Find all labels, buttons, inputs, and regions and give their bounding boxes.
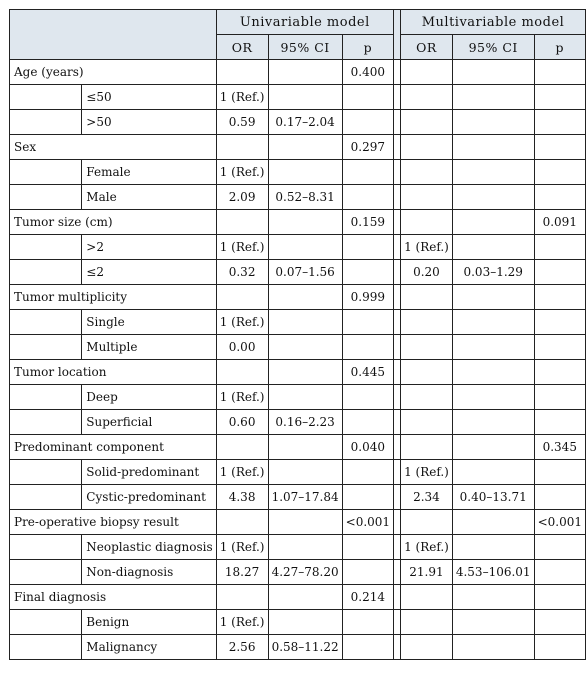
category-row <box>10 285 586 310</box>
multivariable-ci-value <box>452 85 534 110</box>
univariable-ci-value <box>268 610 342 635</box>
indent-cell <box>10 560 82 585</box>
multivariable-p-cell <box>534 410 585 435</box>
multivariable-p-cell <box>534 160 585 185</box>
univariable-ci-value <box>268 235 342 260</box>
multivariable-p-value: <0.001 <box>534 510 585 535</box>
category-label: Tumor location <box>10 360 217 385</box>
univariable-ci-value <box>268 310 342 335</box>
multivariable-ci-value <box>452 385 534 410</box>
univariable-ci-value: 0.52–8.31 <box>268 185 342 210</box>
univariable-p-cell <box>342 85 393 110</box>
gap-cell <box>394 510 401 535</box>
multivariable-ci-value <box>452 335 534 360</box>
univariable-or-value: 1 (Ref.) <box>216 610 268 635</box>
univariable-p-cell <box>342 610 393 635</box>
univariable-or-cell <box>216 435 268 460</box>
univariable-ci-value <box>268 160 342 185</box>
indent-cell <box>10 310 82 335</box>
univariable-p-value: <0.001 <box>342 510 393 535</box>
header-row-models <box>10 10 586 35</box>
multivariable-or-value: 0.20 <box>401 260 453 285</box>
multivariable-or-cell <box>401 285 453 310</box>
multivariable-ci-value <box>452 410 534 435</box>
gap-cell <box>394 485 401 510</box>
multivariable-ci-value <box>452 185 534 210</box>
univariable-ci-cell <box>268 585 342 610</box>
univariable-ci-value <box>268 335 342 360</box>
gap-cell <box>394 410 401 435</box>
table-row <box>10 260 586 285</box>
univariable-or-cell <box>216 210 268 235</box>
regression-table <box>9 9 586 660</box>
multivariable-or-value: 2.34 <box>401 485 453 510</box>
table-row <box>10 160 586 185</box>
category-row <box>10 510 586 535</box>
subgroup-label: Male <box>82 185 216 210</box>
indent-cell <box>10 335 82 360</box>
multivariable-or-cell <box>401 585 453 610</box>
multivariable-ci-value: 0.40–13.71 <box>452 485 534 510</box>
multivariable-or-cell <box>401 135 453 160</box>
gap-cell <box>394 235 401 260</box>
univariable-or-value: 1 (Ref.) <box>216 85 268 110</box>
category-label: Tumor multiplicity <box>10 285 217 310</box>
multivariable-p-value <box>534 285 585 310</box>
univariable-or-value: 0.60 <box>216 410 268 435</box>
univariable-p-value: 0.400 <box>342 60 393 85</box>
multivariable-or-value <box>401 85 453 110</box>
univariable-ci-value: 4.27–78.20 <box>268 560 342 585</box>
univariable-p-cell <box>342 110 393 135</box>
category-label: Sex <box>10 135 217 160</box>
univariable-p-value: 0.999 <box>342 285 393 310</box>
gap-cell <box>394 460 401 485</box>
subgroup-label: Non-diagnosis <box>82 560 216 585</box>
category-label: Predominant component <box>10 435 217 460</box>
category-label: Age (years) <box>10 60 217 85</box>
multivariable-or-value: 1 (Ref.) <box>401 235 453 260</box>
table-row <box>10 410 586 435</box>
multivariable-ci-cell <box>452 585 534 610</box>
gap-cell <box>394 360 401 385</box>
univariable-or-cell <box>216 60 268 85</box>
univariable-ci-cell <box>268 135 342 160</box>
indent-cell <box>10 610 82 635</box>
multivariable-ci-value <box>452 310 534 335</box>
univariable-p-cell <box>342 260 393 285</box>
univariable-or-value: 0.32 <box>216 260 268 285</box>
gap-cell <box>394 110 401 135</box>
gap-cell <box>394 385 401 410</box>
gap-cell <box>394 60 401 85</box>
multivariable-p-value <box>534 585 585 610</box>
univariable-p-value: 0.214 <box>342 585 393 610</box>
subgroup-label: Solid-predominant <box>82 460 216 485</box>
univariable-or-value: 0.59 <box>216 110 268 135</box>
gap-cell <box>394 635 401 660</box>
univariable-ci-value: 0.17–2.04 <box>268 110 342 135</box>
multivariable-ci-value <box>452 110 534 135</box>
subgroup-label: Multiple <box>82 335 216 360</box>
gap-cell <box>394 310 401 335</box>
univariable-ci-cell <box>268 60 342 85</box>
univariable-ci-cell <box>268 360 342 385</box>
univariable-p-header: p <box>342 35 393 60</box>
univariable-or-cell <box>216 135 268 160</box>
subgroup-label: Benign <box>82 610 216 635</box>
subgroup-label: ≤2 <box>82 260 216 285</box>
univariable-or-value: 1 (Ref.) <box>216 310 268 335</box>
table-body <box>10 60 586 660</box>
multivariable-ci-cell <box>452 510 534 535</box>
indent-cell <box>10 410 82 435</box>
univariable-or-cell <box>216 510 268 535</box>
indent-cell <box>10 260 82 285</box>
multivariable-ci-cell <box>452 285 534 310</box>
category-label: Final diagnosis <box>10 585 217 610</box>
indent-cell <box>10 235 82 260</box>
gap-cell <box>394 260 401 285</box>
univariable-p-cell <box>342 235 393 260</box>
multivariable-or-cell <box>401 60 453 85</box>
multivariable-or-value <box>401 335 453 360</box>
subgroup-label: Neoplastic diagnosis <box>82 535 216 560</box>
multivariable-p-value: 0.345 <box>534 435 585 460</box>
multivariable-or-cell <box>401 360 453 385</box>
header-gap-cell <box>394 10 401 60</box>
indent-cell <box>10 185 82 210</box>
indent-cell <box>10 385 82 410</box>
univariable-p-cell <box>342 385 393 410</box>
univariable-p-value: 0.040 <box>342 435 393 460</box>
indent-cell <box>10 485 82 510</box>
multivariable-or-cell <box>401 210 453 235</box>
multivariable-ci-value: 4.53–106.01 <box>452 560 534 585</box>
multivariable-or-value <box>401 610 453 635</box>
univariable-or-value: 1 (Ref.) <box>216 235 268 260</box>
multivariable-p-cell <box>534 635 585 660</box>
indent-cell <box>10 110 82 135</box>
gap-cell <box>394 185 401 210</box>
univariable-p-cell <box>342 160 393 185</box>
gap-cell <box>394 585 401 610</box>
univariable-ci-header: 95% CI <box>268 35 342 60</box>
multivariable-p-cell <box>534 335 585 360</box>
multivariable-ci-value <box>452 460 534 485</box>
multivariable-or-value <box>401 110 453 135</box>
univariable-p-value: 0.297 <box>342 135 393 160</box>
multivariable-or-value: 1 (Ref.) <box>401 535 453 560</box>
multivariable-model-header: Multivariable model <box>401 10 586 35</box>
table-row <box>10 560 586 585</box>
category-row <box>10 135 586 160</box>
table-row <box>10 335 586 360</box>
multivariable-ci-header: 95% CI <box>452 35 534 60</box>
multivariable-p-value <box>534 360 585 385</box>
univariable-p-value: 0.159 <box>342 210 393 235</box>
gap-cell <box>394 435 401 460</box>
multivariable-ci-cell <box>452 360 534 385</box>
category-row <box>10 435 586 460</box>
univariable-or-value: 1 (Ref.) <box>216 460 268 485</box>
subgroup-label: Deep <box>82 385 216 410</box>
univariable-or-cell <box>216 585 268 610</box>
table-row <box>10 635 586 660</box>
table-row <box>10 185 586 210</box>
gap-cell <box>394 85 401 110</box>
category-label: Tumor size (cm) <box>10 210 217 235</box>
subgroup-label: Superficial <box>82 410 216 435</box>
multivariable-p-cell <box>534 310 585 335</box>
multivariable-p-cell <box>534 235 585 260</box>
univariable-ci-value <box>268 535 342 560</box>
multivariable-p-cell <box>534 260 585 285</box>
multivariable-p-cell <box>534 535 585 560</box>
multivariable-ci-cell <box>452 210 534 235</box>
multivariable-ci-value <box>452 535 534 560</box>
table-row <box>10 460 586 485</box>
univariable-ci-value <box>268 460 342 485</box>
table-row <box>10 385 586 410</box>
multivariable-p-cell <box>534 185 585 210</box>
univariable-p-cell <box>342 410 393 435</box>
subgroup-label: Single <box>82 310 216 335</box>
multivariable-p-cell <box>534 110 585 135</box>
gap-cell <box>394 135 401 160</box>
univariable-or-value: 1 (Ref.) <box>216 160 268 185</box>
multivariable-or-value <box>401 160 453 185</box>
subgroup-label: >2 <box>82 235 216 260</box>
univariable-ci-value <box>268 85 342 110</box>
univariable-model-header: Univariable model <box>216 10 393 35</box>
univariable-p-cell <box>342 485 393 510</box>
univariable-ci-cell <box>268 435 342 460</box>
univariable-or-header: OR <box>216 35 268 60</box>
univariable-p-cell <box>342 310 393 335</box>
multivariable-ci-value <box>452 160 534 185</box>
univariable-or-value: 4.38 <box>216 485 268 510</box>
multivariable-p-cell <box>534 610 585 635</box>
multivariable-p-cell <box>534 560 585 585</box>
multivariable-or-value: 21.91 <box>401 560 453 585</box>
table-row <box>10 235 586 260</box>
multivariable-p-value <box>534 60 585 85</box>
univariable-p-cell <box>342 560 393 585</box>
multivariable-or-value <box>401 310 453 335</box>
multivariable-ci-value: 0.03–1.29 <box>452 260 534 285</box>
univariable-or-value: 2.09 <box>216 185 268 210</box>
gap-cell <box>394 335 401 360</box>
univariable-ci-cell <box>268 510 342 535</box>
subgroup-label: >50 <box>82 110 216 135</box>
univariable-ci-value: 0.58–11.22 <box>268 635 342 660</box>
table-row <box>10 110 586 135</box>
univariable-or-value: 18.27 <box>216 560 268 585</box>
univariable-p-cell <box>342 460 393 485</box>
multivariable-p-cell <box>534 485 585 510</box>
univariable-p-cell <box>342 635 393 660</box>
indent-cell <box>10 160 82 185</box>
univariable-p-cell <box>342 335 393 360</box>
univariable-ci-value <box>268 385 342 410</box>
subgroup-label: Female <box>82 160 216 185</box>
header-blank-cell <box>10 10 217 60</box>
table-row <box>10 535 586 560</box>
gap-cell <box>394 210 401 235</box>
multivariable-p-cell <box>534 460 585 485</box>
multivariable-or-cell <box>401 435 453 460</box>
univariable-ci-value: 1.07–17.84 <box>268 485 342 510</box>
univariable-or-value: 1 (Ref.) <box>216 385 268 410</box>
subgroup-label: Cystic-predominant <box>82 485 216 510</box>
multivariable-p-cell <box>534 85 585 110</box>
multivariable-ci-value <box>452 610 534 635</box>
multivariable-or-value <box>401 385 453 410</box>
multivariable-ci-cell <box>452 135 534 160</box>
univariable-p-value: 0.445 <box>342 360 393 385</box>
multivariable-or-value <box>401 185 453 210</box>
univariable-or-value: 1 (Ref.) <box>216 535 268 560</box>
subgroup-label: Malignancy <box>82 635 216 660</box>
multivariable-ci-value <box>452 235 534 260</box>
table-row <box>10 310 586 335</box>
univariable-or-value: 0.00 <box>216 335 268 360</box>
univariable-ci-cell <box>268 210 342 235</box>
univariable-ci-value: 0.16–2.23 <box>268 410 342 435</box>
category-label: Pre-operative biopsy result <box>10 510 217 535</box>
univariable-p-cell <box>342 535 393 560</box>
category-row <box>10 210 586 235</box>
multivariable-p-header: p <box>534 35 585 60</box>
multivariable-or-value <box>401 410 453 435</box>
gap-cell <box>394 560 401 585</box>
gap-cell <box>394 535 401 560</box>
multivariable-p-value: 0.091 <box>534 210 585 235</box>
multivariable-or-value <box>401 635 453 660</box>
univariable-or-value: 2.56 <box>216 635 268 660</box>
gap-cell <box>394 160 401 185</box>
indent-cell <box>10 635 82 660</box>
multivariable-ci-cell <box>452 435 534 460</box>
category-row <box>10 585 586 610</box>
multivariable-ci-cell <box>452 60 534 85</box>
subgroup-label: ≤50 <box>82 85 216 110</box>
gap-cell <box>394 285 401 310</box>
univariable-ci-value: 0.07–1.56 <box>268 260 342 285</box>
multivariable-or-header: OR <box>401 35 453 60</box>
category-row <box>10 360 586 385</box>
univariable-or-cell <box>216 285 268 310</box>
multivariable-or-value: 1 (Ref.) <box>401 460 453 485</box>
table-row <box>10 485 586 510</box>
univariable-p-cell <box>342 185 393 210</box>
gap-cell <box>394 610 401 635</box>
category-row <box>10 60 586 85</box>
multivariable-p-value <box>534 135 585 160</box>
univariable-ci-cell <box>268 285 342 310</box>
table-row <box>10 610 586 635</box>
indent-cell <box>10 460 82 485</box>
multivariable-p-cell <box>534 385 585 410</box>
indent-cell <box>10 535 82 560</box>
univariable-or-cell <box>216 360 268 385</box>
indent-cell <box>10 85 82 110</box>
multivariable-ci-value <box>452 635 534 660</box>
multivariable-or-cell <box>401 510 453 535</box>
table-row <box>10 85 586 110</box>
